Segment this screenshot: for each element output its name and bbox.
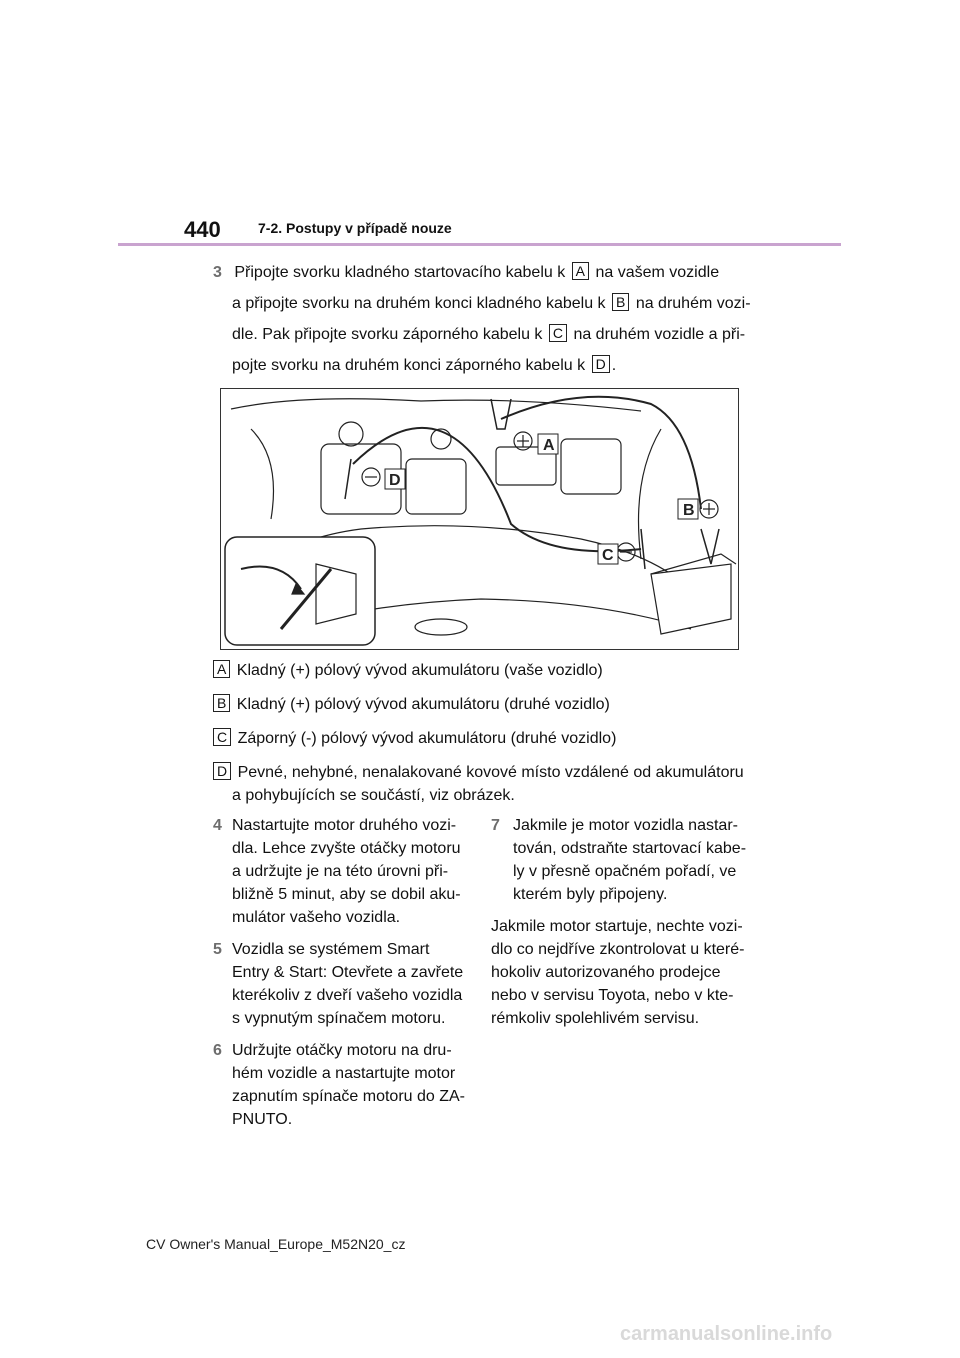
note-paragraph (491, 915, 761, 1030)
step-3-text: na druhém vozi- (635, 295, 751, 312)
step-number: 6 (213, 1042, 222, 1059)
step-line: dla. Lehce zvyšte otáčky motoru (232, 840, 461, 857)
legend-text-cont: a pohybujících se součástí, viz obrázek. (232, 787, 515, 804)
step-3-text: na vašem vozidle (595, 264, 720, 281)
legend-text: Pevné, nehybné, nenalakované kovové místo vzdálené od akumulátoru (237, 764, 744, 781)
step-line: hém vozidle a nastartujte motor (232, 1065, 456, 1082)
callout-a: A (543, 437, 555, 454)
legend-item-b (213, 694, 610, 715)
left-column (213, 814, 473, 1131)
step-7 (491, 814, 761, 906)
step-line: Vozidla se systémem Smart (232, 941, 430, 958)
header-rule (118, 243, 841, 246)
step-line: Entry & Start: Otevřete a zavřete (232, 964, 464, 981)
emblem (415, 619, 467, 635)
hood-edge (231, 399, 641, 411)
step-5 (213, 938, 473, 1030)
engine-hose (251, 429, 274, 519)
legend-item-a (213, 660, 603, 681)
step-line: Udržujte otáčky motoru na dru- (232, 1042, 452, 1059)
other-battery (651, 564, 731, 634)
label-box-c: C (549, 324, 567, 342)
engine-bay-drawing (221, 389, 739, 650)
label-box-b: B (213, 694, 230, 712)
step-3-line-4 (232, 355, 616, 376)
step-line: s vypnutým spínačem motoru. (232, 1010, 446, 1027)
section-title: 7-2. Postupy v případě nouze (258, 220, 452, 236)
note-line: Jakmile motor startuje, nechte vozi- (491, 918, 743, 935)
callout-b: B (683, 502, 695, 519)
step-6 (213, 1039, 473, 1131)
right-column (491, 814, 761, 1030)
label-box-d: D (213, 762, 231, 780)
step-line: kterékoliv z dveří vašeho vozidla (232, 987, 463, 1004)
note-line: dlo co nejdříve zkontrolovat u které- (491, 941, 745, 958)
callout-c: C (602, 547, 614, 564)
step-line: tován, odstraňte startovací kabe- (513, 840, 747, 857)
legend-text: Kladný (+) pólový vývod akumulátoru (druhé vozidlo) (236, 696, 610, 713)
clamp-c (641, 529, 645, 569)
step-number: 5 (213, 941, 222, 958)
step-number: 7 (491, 817, 500, 834)
legend-item-d (213, 762, 744, 783)
page-number: 440 (184, 217, 221, 242)
label-box-a: A (213, 660, 230, 678)
note-line: hokoliv autorizovaného prodejce (491, 964, 721, 981)
step-line: Nastartujte motor druhého vozi- (232, 817, 457, 834)
label-box-b: B (612, 293, 629, 311)
step-3-text: . (611, 357, 617, 374)
label-box-d: D (592, 355, 610, 373)
step-line: PNUTO. (232, 1111, 293, 1128)
step-line: a udržujte je na této úrovni při- (232, 863, 449, 880)
fuse-box (561, 439, 621, 494)
step-3-text: na druhém vozidle a při- (573, 326, 746, 343)
clamp-d (345, 459, 351, 499)
step-3-text: a připojte svorku na druhém konci kladného kabelu k (232, 295, 606, 312)
label-box-c: C (213, 728, 231, 746)
step-3-line-1 (213, 262, 719, 283)
step-line: Jakmile je motor vozidla nastar- (513, 817, 738, 834)
step-3-text: Připojte svorku kladného startovacího kabelu k (234, 264, 566, 281)
cap (339, 422, 363, 446)
step-line: zapnutím spínače motoru do ZA- (232, 1088, 465, 1105)
step-line: bližně 5 minut, aby se dobil aku- (232, 886, 461, 903)
step-number: 4 (213, 817, 222, 834)
cable-negative (353, 428, 641, 551)
watermark: carmanualsonline.info (620, 1323, 833, 1345)
step-line: ly v přesně opačném pořadí, ve (513, 863, 737, 880)
step-3-text: pojte svorku na druhém konci záporného kabelu k (232, 357, 586, 374)
label-box-a: A (572, 262, 589, 280)
step-line: kterém byly připojeny. (513, 886, 668, 903)
step-number: 3 (213, 264, 222, 281)
step-3-line-2 (232, 293, 751, 314)
note-line: nebo v servisu Toyota, nebo v kte- (491, 987, 734, 1004)
step-line: mulátor vašeho vozidla. (232, 909, 401, 926)
jump-start-illustration (220, 388, 739, 650)
step-3-line-3 (232, 324, 745, 345)
engine-part (406, 459, 466, 514)
cable-positive (501, 397, 701, 509)
step-3-text: dle. Pak připojte svorku záporného kabelu k (232, 326, 543, 343)
clamp-a (491, 399, 511, 429)
footer-text: CV Owner's Manual_Europe_M52N20_cz (146, 1236, 406, 1252)
legend-item-c (213, 728, 616, 749)
legend-text: Záporný (-) pólový vývod akumulátoru (druhé vozidlo) (237, 730, 617, 747)
note-line: rémkoliv spolehlivém servisu. (491, 1010, 700, 1027)
callout-d: D (389, 472, 401, 489)
legend-text: Kladný (+) pólový vývod akumulátoru (vaše vozidlo) (236, 662, 603, 679)
step-4 (213, 814, 473, 929)
